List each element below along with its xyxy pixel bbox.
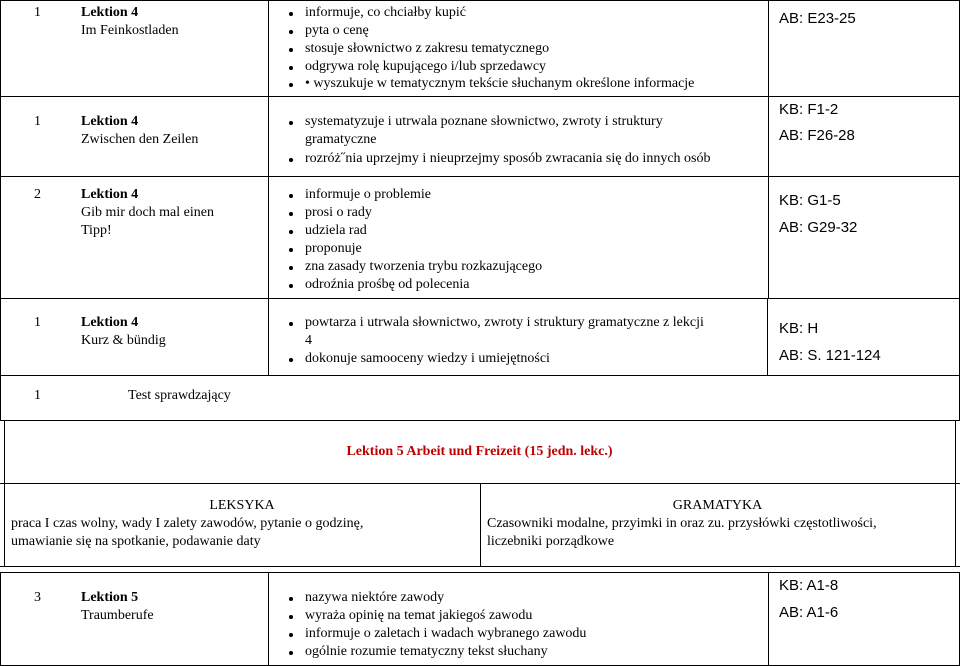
bullet-icon	[289, 651, 293, 655]
list-item: proponuje	[305, 240, 362, 258]
list-item: stosuje słownictwo z zakresu tematycznego	[305, 40, 549, 58]
lexis-grammar-divider	[480, 483, 481, 566]
bullet-icon	[289, 633, 293, 637]
list-item: zna zasady tworzenia trybu rozkazującego	[305, 258, 542, 276]
lexis-text: umawianie się na spotkanie, podawanie daty	[11, 534, 261, 549]
material-reference: AB: F26-28	[779, 127, 855, 144]
bullet-icon	[289, 597, 293, 601]
column-divider	[768, 0, 769, 298]
lesson-subtitle: Zwischen den Zeilen	[81, 132, 199, 147]
list-item: powtarza i utrwala słownictwo, zwroty i struktury gramatyczne z lekcji	[305, 314, 704, 332]
list-item: wyraża opinię na temat jakiegoś zawodu	[305, 607, 532, 625]
row-divider	[0, 298, 960, 299]
hours-value: 1	[34, 5, 41, 20]
list-item: udziela rad	[305, 222, 367, 240]
lexis-heading: LEKSYKA	[209, 498, 275, 513]
hours-value: 1	[34, 114, 41, 129]
bullet-icon	[289, 615, 293, 619]
lesson-subtitle: Tipp!	[81, 223, 112, 238]
list-item: nazywa niektóre zawody	[305, 589, 444, 607]
lesson-title: Lektion 4	[81, 5, 139, 20]
column-divider	[768, 572, 769, 666]
lesson-title: Lektion 4	[81, 187, 139, 202]
bullet-icon	[289, 12, 293, 16]
material-reference: KB: G1-5	[779, 192, 841, 209]
grammar-text: liczebniki porządkowe	[487, 534, 615, 549]
bullet-icon	[289, 121, 293, 125]
bullet-icon	[289, 212, 293, 216]
test-label: Test sprawdzający	[128, 388, 231, 403]
table-border-left	[0, 0, 1, 420]
list-item: • wyszukuje w tematycznym tekście słuchanym określone informacje	[305, 75, 694, 93]
list-item: informuje o problemie	[305, 186, 431, 204]
list-item: odgrywa rolę kupującego i/lub sprzedawcy	[305, 58, 546, 76]
list-item: prosi o rady	[305, 204, 372, 222]
grammar-border-right	[955, 483, 956, 566]
material-reference: AB: E23-25	[779, 10, 856, 27]
row-divider	[0, 96, 960, 97]
list-item: informuje o zaletach i wadach wybranego zawodu	[305, 625, 586, 643]
bullet-icon	[289, 48, 293, 52]
list-item: odroźnia prośbę od polecenia	[305, 276, 469, 294]
material-reference: KB: A1-8	[779, 577, 839, 594]
list-item: rozróż˝nia uprzejmy i nieuprzejmy sposób zwracania się do innych osób	[305, 150, 710, 168]
grammar-text: Czasowniki modalne, przyimki in oraz zu. przysłówki częstotliwości,	[487, 516, 877, 531]
row-divider	[0, 566, 960, 567]
lesson-subtitle: Traumberufe	[81, 608, 154, 623]
lesson-subtitle: Im Feinkostladen	[81, 23, 179, 38]
bullet-icon	[289, 322, 293, 326]
row-divider	[0, 375, 960, 376]
bullet-icon	[289, 248, 293, 252]
grammar-heading: GRAMATYKA	[672, 498, 763, 513]
bullet-icon	[289, 358, 293, 362]
bullet-icon	[289, 194, 293, 198]
list-item: pyta o cenę	[305, 22, 369, 40]
row-divider	[0, 420, 960, 421]
material-reference: AB: G29-32	[779, 219, 858, 236]
bullet-icon	[289, 266, 293, 270]
bullet-icon	[289, 230, 293, 234]
material-reference: KB: F1-2	[779, 101, 839, 118]
bullet-icon	[289, 284, 293, 288]
material-reference: AB: S. 121-124	[779, 347, 881, 364]
lesson-title: Lektion 5	[81, 590, 139, 605]
list-item: dokonuje samooceny wiedzy i umiejętności	[305, 350, 550, 368]
lesson-subtitle: Kurz & bündig	[81, 333, 166, 348]
lexis-text: praca I czas wolny, wady I zalety zawodów, pytanie o godzinę,	[11, 516, 364, 531]
list-item: informuje, co chciałby kupić	[305, 4, 466, 22]
section-title: Lektion 5 Arbeit und Freizeit (15 jedn. lekc.)	[346, 444, 613, 459]
material-reference: KB: H	[779, 320, 819, 337]
column-divider	[268, 572, 269, 666]
lesson-subtitle: Gib mir doch mal einen	[81, 205, 214, 220]
row-divider	[0, 572, 960, 573]
list-item: ogólnie rozumie tematyczny tekst słuchany	[305, 643, 548, 661]
hours-value: 1	[34, 315, 41, 330]
material-reference: AB: A1-6	[779, 604, 839, 621]
table-border-left	[0, 572, 1, 666]
row-divider	[0, 176, 960, 177]
lexis-border-left	[4, 483, 5, 566]
column-divider	[767, 298, 768, 375]
column-divider	[268, 0, 269, 375]
bullet-icon	[289, 30, 293, 34]
bullet-icon	[289, 158, 293, 162]
list-item-continuation: 4	[305, 333, 312, 348]
hours-value: 1	[34, 388, 41, 403]
hours-value: 2	[34, 187, 41, 202]
table-border-top	[0, 0, 960, 1]
list-item-continuation: gramatyczne	[305, 132, 377, 147]
section-border-right	[955, 420, 956, 483]
lesson-title: Lektion 4	[81, 315, 139, 330]
bullet-icon	[289, 83, 293, 87]
hours-value: 3	[34, 590, 41, 605]
lesson-title: Lektion 4	[81, 114, 139, 129]
list-item: systematyzuje i utrwala poznane słownictwo, zwroty i struktury	[305, 113, 663, 131]
bullet-icon	[289, 66, 293, 70]
